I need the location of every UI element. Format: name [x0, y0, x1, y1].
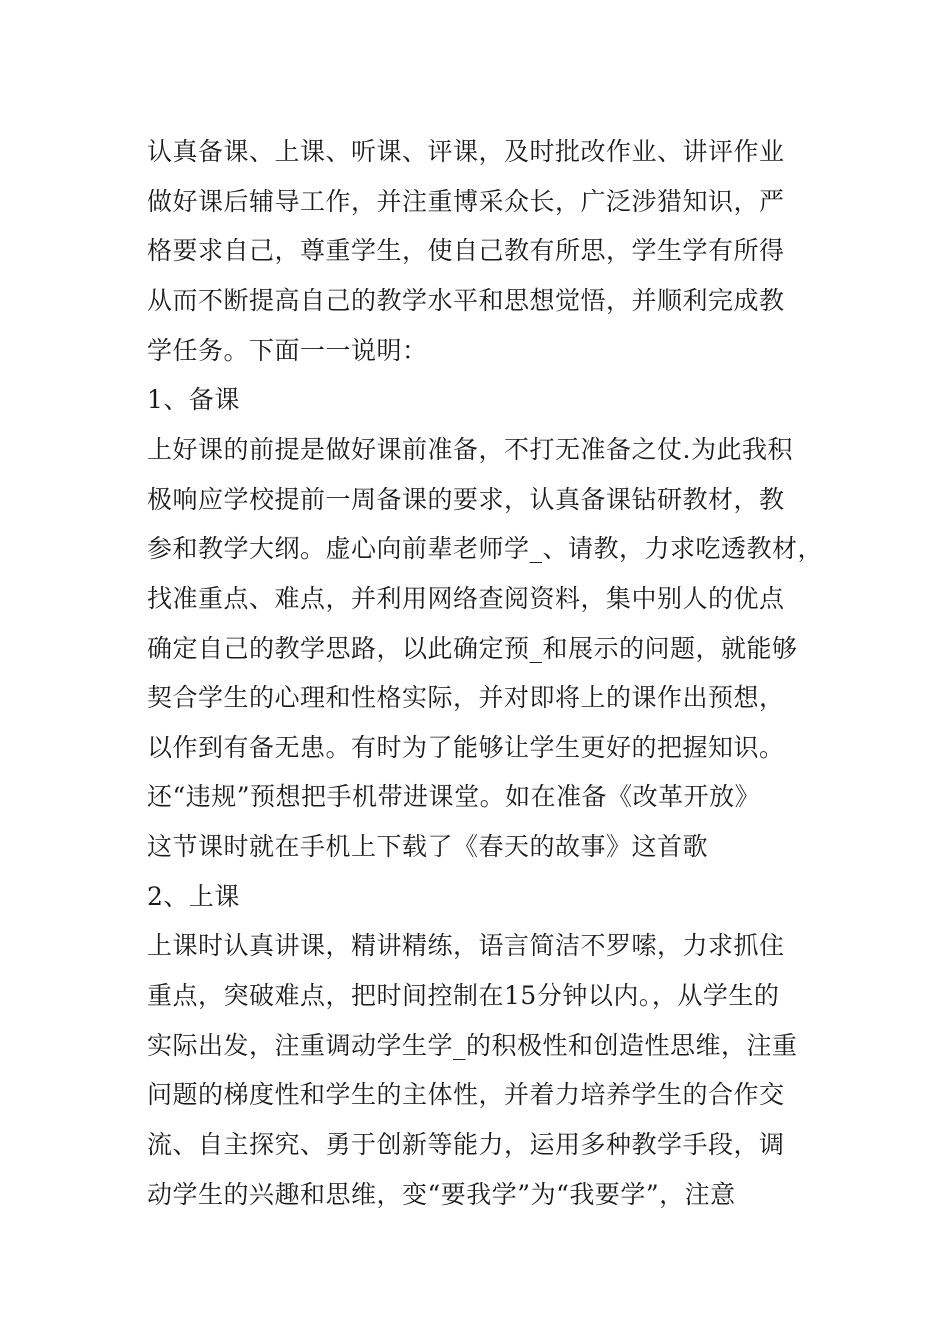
text-line: 认真备课、上课、听课、评课，及时批改作业、讲评作业 [147, 137, 785, 166]
text-line: 实际出发，注重调动学生学_的积极性和创造性思维，注重 [147, 1031, 798, 1060]
text-line: 问题的梯度性和学生的主体性，并着力培养学生的合作交 [147, 1080, 785, 1109]
text-line: 以作到有备无患。有时为了能够让学生更好的把握知识。 [147, 733, 785, 762]
text-line: 流、自主探究、勇于创新等能力，运用多种教学手段，调 [147, 1130, 785, 1159]
text-line: 从而不断提高自己的教学水平和思想觉悟，并顺利完成教 [147, 286, 785, 315]
text-line: 上好课的前提是做好课前准备，不打无准备之仗.为此我积 [147, 435, 793, 464]
text-line: 重点，突破难点，把时间控制在15分钟以内。，从学生的 [147, 981, 780, 1010]
text-line: 做好课后辅导工作，并注重博采众长，广泛涉猎知识，严 [147, 187, 785, 216]
section-heading: 1、备课 [147, 385, 240, 414]
text-line: 参和教学大纲。虚心向前辈老师学_、请教，力求吃透教材， [147, 534, 824, 563]
text-line: 学任务。下面一一说明： [147, 336, 428, 365]
section-heading: 2、上课 [147, 882, 240, 911]
text-line: 极响应学校提前一周备课的要求，认真备课钻研教材，教 [147, 485, 785, 514]
text-line: 上课时认真讲课，精讲精练，语言简洁不罗嗦，力求抓住 [147, 931, 785, 960]
text-line: 确定自己的教学思路，以此确定预_和展示的问题，就能够 [147, 634, 798, 663]
text-line: 格要求自己，尊重学生，使自己教有所思，学生学有所得 [147, 236, 785, 265]
text-line: 还“违规”预想把手机带进课堂。如在准备《改革开放》 [147, 782, 761, 811]
text-line: 找准重点、难点，并利用网络查阅资料，集中别人的优点 [147, 584, 785, 613]
text-line: 这节课时就在手机上下载了《春天的故事》这首歌 [147, 832, 709, 861]
text-line: 动学生的兴趣和思维，变“要我学”为“我要学”，注意 [147, 1180, 736, 1209]
text-line: 契合学生的心理和性格实际，并对即将上的课作出预想， [147, 683, 785, 712]
